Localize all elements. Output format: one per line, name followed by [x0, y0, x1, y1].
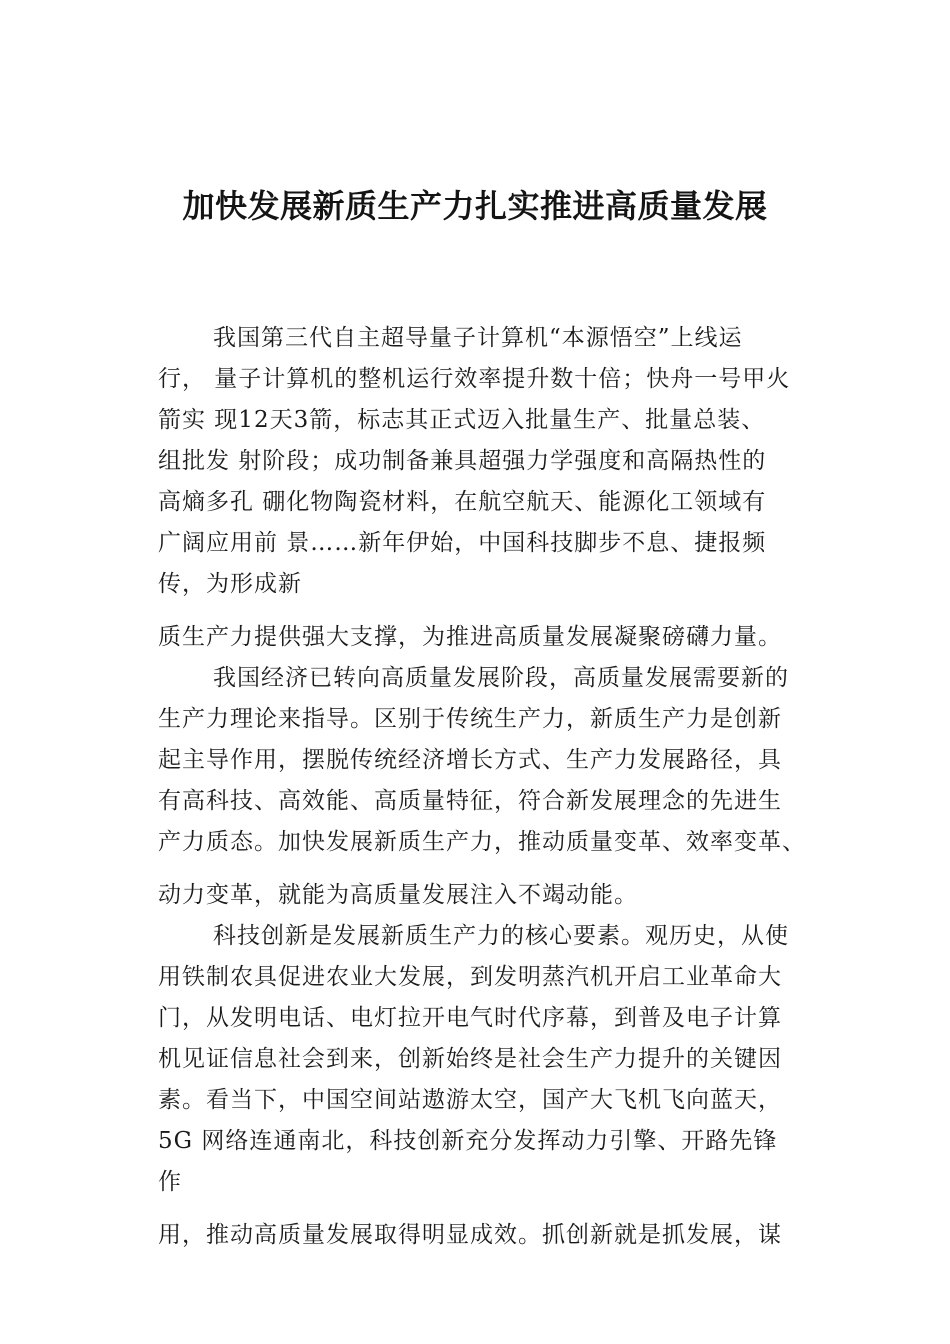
text-line: 广阔应用前 景……新年伊始，中国科技脚步不息、捷报频 [158, 530, 767, 556]
text-line: 高熵多孔 硼化物陶瓷材料，在航空航天、能源化工领域有 [158, 489, 767, 515]
text-line: 我国经济已转向高质量发展阶段，高质量发展需要新的 [213, 665, 789, 691]
document-body [158, 318, 838, 1256]
text-line: 科技创新是发展新质生产力的核心要素。观历史，从使 [213, 923, 789, 949]
text-line: 行， 量子计算机的整机运行效率提升数十倍；快舟一号甲火 [158, 366, 791, 392]
text-line: 5G 网络连通南北，科技创新充分发挥动力引擎、开路先锋 [158, 1128, 778, 1154]
text-line: 传，为形成新 [158, 571, 302, 597]
text-line: 有高科技、高效能、高质量特征，符合新发展理念的先进生 [158, 788, 782, 814]
text-line: 箭实 现12天3箭，标志其正式迈入批量生产、批量总装、 [158, 407, 766, 433]
text-line: 机见证信息社会到来，创新始终是社会生产力提升的关键因 [158, 1046, 782, 1072]
text-line: 组批发 射阶段；成功制备兼具超强力学强度和高隔热性的 [158, 448, 767, 474]
text-line: 用，推动高质量发展取得明显成效。抓创新就是抓发展，谋 [158, 1222, 782, 1248]
text-line: 质生产力提供强大支撑，为推进高质量发展凝聚磅礴力量。 [158, 624, 782, 650]
text-line: 我国第三代自主超导量子计算机“本源悟空”上线运 [213, 325, 743, 351]
document-title: 加快发展新质生产力扎实推进高质量发展 [182, 187, 768, 225]
text-line: 素。看当下，中国空间站遨游太空，国产大飞机飞向蓝天， [158, 1087, 782, 1113]
text-line: 作 [158, 1169, 182, 1195]
text-line: 动力变革，就能为高质量发展注入不竭动能。 [158, 882, 638, 908]
text-line: 门，从发明电话、电灯拉开电气时代序幕，到普及电子计算 [158, 1005, 782, 1031]
text-line: 生产力理论来指导。区别于传统生产力，新质生产力是创新 [158, 706, 782, 732]
text-line: 起主导作用，摆脱传统经济增长方式、生产力发展路径，具 [158, 747, 782, 773]
text-line: 用铁制农具促进农业大发展，到发明蒸汽机开启工业革命大 [158, 964, 782, 990]
text-line: 产力质态。加快发展新质生产力，推动质量变革、效率变革、 [158, 829, 806, 855]
